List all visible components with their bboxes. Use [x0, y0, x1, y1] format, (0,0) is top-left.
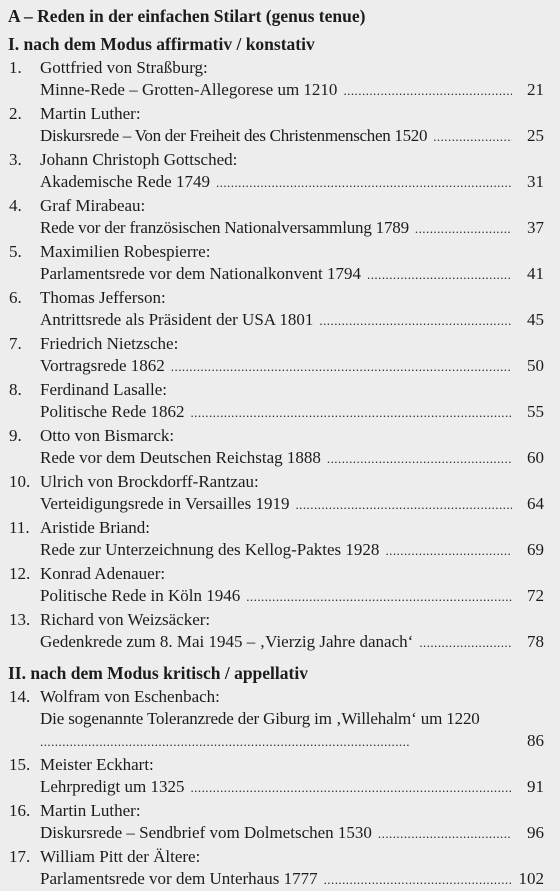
list-item: [8, 379, 544, 424]
entry-title: Parlamentsrede vor dem Unterhaus 1777: [40, 869, 318, 888]
list-item: [8, 425, 544, 470]
dot-leader: [327, 447, 512, 470]
entry-title: Rede vor dem Deutschen Reichstag 1888: [40, 448, 321, 467]
entry-author: Richard von Weizsäcker:: [40, 610, 211, 629]
entry-number: 1.: [9, 58, 22, 77]
list-item: [8, 333, 544, 378]
entry-title: Vortragsrede 1862: [40, 356, 165, 375]
list-item: [8, 149, 544, 194]
dot-leader: [190, 401, 512, 424]
dot-leader: [433, 125, 512, 148]
entry-number: 8.: [9, 380, 22, 399]
dot-leader: [367, 263, 512, 286]
entry-author: Martin Luther:: [40, 104, 141, 123]
entry-title: Gedenkrede zum 8. Mai 1945 – ‚Vierzig Jahre danach‘: [40, 632, 414, 651]
dot-leader: [343, 79, 512, 102]
entry-title: Verteidigungsrede in Versailles 1919: [40, 494, 290, 513]
list-item: [8, 195, 544, 240]
list-item: [8, 57, 544, 102]
list-item: [8, 846, 544, 891]
entry-title: Antrittsrede als Präsident der USA 1801: [40, 310, 314, 329]
entry-page: 45: [527, 310, 544, 329]
dot-leader: [216, 171, 512, 194]
dot-leader: [378, 822, 512, 845]
entry-number: 5.: [9, 242, 22, 261]
entry-title: Lehrpredigt um 1325: [40, 777, 185, 796]
entry-author: Otto von Bismarck:: [40, 426, 175, 445]
dot-leader: [319, 309, 512, 332]
list-item: [8, 609, 544, 654]
entry-author: Meister Eckhart:: [40, 755, 154, 774]
entry-number: 2.: [9, 104, 22, 123]
entry-author: Aristide Briand:: [40, 518, 151, 537]
entry-number: 3.: [9, 150, 22, 169]
dot-leader: [324, 868, 512, 891]
entry-page: 69: [527, 540, 544, 559]
section-heading-1: I. nach dem Modus affirmativ / konstativ: [8, 34, 315, 54]
entry-page: 41: [527, 264, 544, 283]
entry-page: 37: [527, 218, 544, 237]
entry-number: 4.: [9, 196, 22, 215]
entry-author: Maximilien Robespierre:: [40, 242, 211, 261]
list-item: [8, 686, 544, 753]
dot-leader: [419, 631, 512, 654]
entry-author: William Pitt der Ältere:: [40, 847, 201, 866]
list-item: [8, 103, 544, 148]
part-heading: A – Reden in der einfachen Stilart (genus tenue): [8, 6, 366, 26]
entry-list-1: [8, 57, 544, 654]
entry-page: 21: [527, 80, 544, 99]
list-item: [8, 563, 544, 608]
entry-author: Ulrich von Brockdorff-Rantzau:: [40, 472, 259, 491]
entry-title: Politische Rede in Köln 1946: [40, 586, 241, 605]
entry-number: 16.: [9, 801, 31, 820]
entry-number: 10.: [9, 472, 31, 491]
entry-page: 55: [527, 402, 544, 421]
entry-author: Martin Luther:: [40, 801, 141, 820]
entry-page: 64: [527, 494, 544, 513]
list-item: [8, 517, 544, 562]
entry-page: 72: [527, 586, 544, 605]
entry-title: Diskursrede – Sendbrief vom Dolmetschen 1530: [40, 823, 372, 842]
entry-title: Akademische Rede 1749: [40, 172, 210, 191]
entry-page: 102: [518, 869, 544, 888]
entry-number: 12.: [9, 564, 31, 583]
entry-page: 31: [527, 172, 544, 191]
entry-title: Die sogenannte Toleranzrede der Giburg im ‚Willehalm‘ um 1220: [40, 709, 480, 728]
list-item: [8, 800, 544, 845]
dot-leader: [246, 585, 512, 608]
dot-leader: [295, 493, 512, 516]
entry-title: Politische Rede 1862: [40, 402, 185, 421]
section-heading-2: II. nach dem Modus kritisch / appellativ: [8, 663, 308, 683]
entry-number: 6.: [9, 288, 22, 307]
entry-number: 13.: [9, 610, 31, 629]
entry-page: 96: [527, 823, 544, 842]
list-item: [8, 471, 544, 516]
dot-leader: [415, 217, 512, 240]
list-item: [8, 287, 544, 332]
entry-title: Diskursrede – Von der Freiheit des Christenmenschen 1520: [40, 126, 428, 145]
list-item: [8, 241, 544, 286]
list-item: [8, 754, 544, 799]
entry-number: 11.: [9, 518, 30, 537]
entry-number: 9.: [9, 426, 22, 445]
entry-title: Parlamentsrede vor dem Nationalkonvent 1794: [40, 264, 362, 283]
entry-number: 17.: [9, 847, 31, 866]
entry-author: Wolfram von Eschenbach:: [40, 687, 220, 706]
entry-author: Thomas Jefferson:: [40, 288, 166, 307]
dot-leader: [40, 730, 512, 753]
dot-leader: [190, 776, 512, 799]
entry-author: Gottfried von Straßburg:: [40, 58, 208, 77]
entry-title: Rede zur Unterzeichnung des Kellog-Paktes 1928: [40, 540, 380, 559]
entry-title: Minne-Rede – Grotten-Allegorese um 1210: [40, 80, 338, 99]
dot-leader: [385, 539, 512, 562]
entry-author: Johann Christoph Gottsched:: [40, 150, 238, 169]
entry-page: 86: [527, 731, 544, 750]
entry-list-2: [8, 686, 544, 891]
entry-page: 60: [527, 448, 544, 467]
entry-number: 14.: [9, 687, 31, 706]
entry-author: Graf Mirabeau:: [40, 196, 146, 215]
dot-leader: [171, 355, 512, 378]
entry-page: 50: [527, 356, 544, 375]
entry-author: Friedrich Nietzsche:: [40, 334, 179, 353]
entry-author: Ferdinand Lasalle:: [40, 380, 167, 399]
entry-page: 25: [527, 126, 544, 145]
entry-author: Konrad Adenauer:: [40, 564, 166, 583]
entry-page: 78: [527, 632, 544, 651]
entry-number: 7.: [9, 334, 22, 353]
entry-number: 15.: [9, 755, 31, 774]
entry-page: 91: [527, 777, 544, 796]
entry-title: Rede vor der französischen Nationalversammlung 1789: [40, 218, 409, 237]
